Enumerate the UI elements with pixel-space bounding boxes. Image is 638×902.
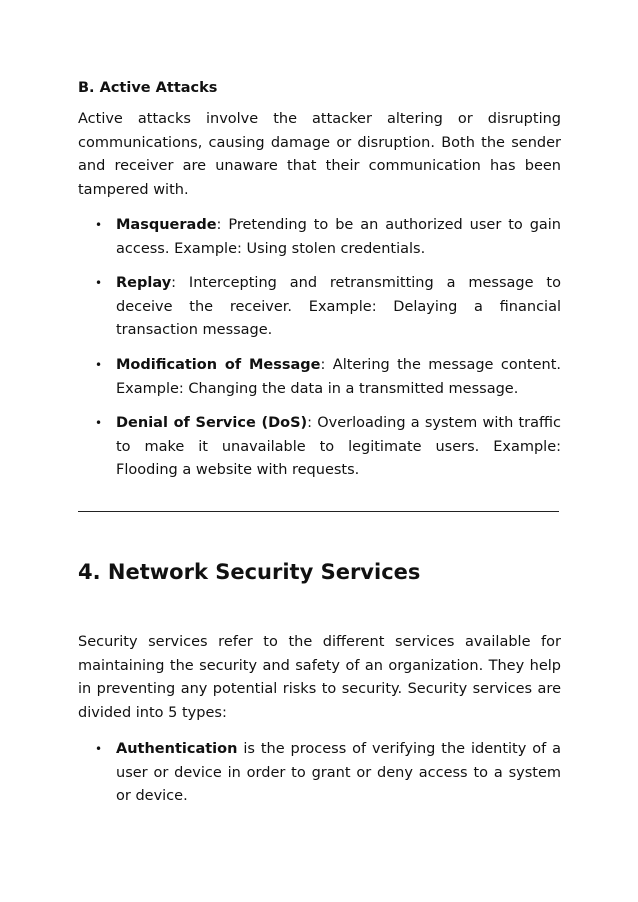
bullet-icon: • bbox=[95, 416, 103, 431]
description-masquerade: : Pretending to be an authorized user to gain access. Example: Using stolen credentials. bbox=[116, 217, 561, 257]
section-heading-active-attacks: B. Active Attacks bbox=[78, 80, 218, 96]
list-item-masquerade bbox=[78, 214, 561, 261]
horizontal-divider bbox=[78, 511, 559, 512]
description-modification: : Altering the message content. Example: Changing the data in a transmitted message. bbox=[116, 356, 561, 397]
bullet-icon: • bbox=[95, 357, 103, 372]
active-attacks-list bbox=[78, 214, 561, 483]
description-dos: : Overloading a system with traffic to make it unavailable to legitimate users. Example: Flooding a website with requests. bbox=[116, 415, 561, 479]
term-replay: Replay bbox=[116, 275, 172, 292]
description-replay: : Intercepting and retransmitting a message to deceive the receiver. Example: Delaying a financial transaction message. bbox=[116, 275, 561, 339]
active-attacks-intro: Active attacks involve the attacker altering or disrupting communications, causing damage or disruption. Both the sender and receiver are unaware that their communication has been tampered with. bbox=[78, 111, 561, 198]
term-dos: Denial of Service (DoS) bbox=[116, 415, 308, 432]
list-item-dos bbox=[78, 412, 561, 483]
security-services-list bbox=[78, 738, 561, 809]
section-heading-security-services: 4. Network Security Services bbox=[78, 560, 421, 584]
term-masquerade: Masquerade bbox=[116, 217, 217, 233]
list-item-replay bbox=[78, 272, 561, 343]
term-modification: Modification of Message bbox=[116, 356, 321, 373]
list-item-authentication bbox=[78, 738, 561, 809]
description-authentication: is the process of verifying the identity of a user or device in order to grant or deny access to a system or device. bbox=[116, 741, 561, 805]
bullet-icon: • bbox=[95, 276, 103, 291]
security-services-intro: Security services refer to the different services available for maintaining the security and safety of an organization. They help in preventing any potential risks to security. Security services are divided into 5 types: bbox=[78, 634, 561, 721]
bullet-icon: • bbox=[95, 742, 103, 756]
bullet-icon: • bbox=[95, 218, 103, 232]
list-item-modification bbox=[78, 354, 561, 401]
term-authentication: Authentication bbox=[116, 741, 238, 757]
